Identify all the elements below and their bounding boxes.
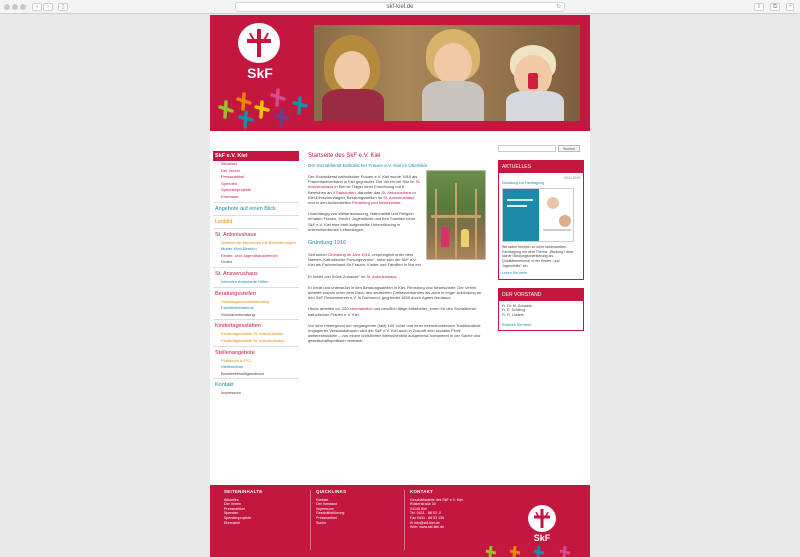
nav-link-wohnen[interactable]: Wohnen für Menschen mit Behinderungen	[221, 239, 296, 245]
nav-section-skf-kiel[interactable]: SkF e.V. Kiel	[213, 151, 299, 161]
nav-link-stellenboerse[interactable]: Stellenbörse	[221, 364, 244, 370]
link-antoniushaus-3[interactable]: St. Antoniushaus	[366, 273, 397, 279]
link-gruendung[interactable]: Gründung im Jahr 1916	[328, 252, 371, 258]
news-box-title: AKTUELLES	[499, 161, 583, 173]
left-navigation	[213, 151, 299, 397]
footer-contact-line: Fax 0431 - 88 53 136	[410, 515, 445, 520]
intro-paragraph: Der Sozialdienst katholischer Frauen e.V. Kiel wurde 1916 als Frauenfachverband in Kiel gegründet. Der Verein mit Sitz im St. Ansverushaus in Kiel ist Träger einer Einrichtung mit 6 Bereichen an 4 Standorten, darunter das St. Antoniushaus in Kiel-Elmschenhagen, Beratungsstellen im St. Ansverushaus und in den Außenstellen Flensburg und Neumünster.	[308, 174, 421, 206]
news-headline-link[interactable]: Einladung zur Fachtagung	[502, 180, 544, 185]
footer-link[interactable]: Presseartikel	[224, 506, 245, 511]
nav-link-aktuelles[interactable]: Aktuelles	[221, 161, 238, 166]
paragraph-zuhause: Er bietet „ein Stück Zuhause" im St. Antoniushaus.	[308, 273, 398, 279]
nav-link-intensive-hilfen[interactable]: Intensive Ambulante Hilfen	[221, 278, 269, 284]
nav-link-schwangerschaft[interactable]: Schwangerschaftsberatung	[221, 298, 270, 304]
nav-section-ansverushaus[interactable]: St. Ansverushaus	[215, 270, 258, 277]
nav-link-impressum[interactable]: Impressum	[221, 390, 241, 396]
reload-icon[interactable]: ↻	[555, 4, 561, 10]
footer-col-kontakt	[410, 490, 463, 530]
decorative-crosses-icon	[212, 85, 312, 131]
footer-logo-text: SkF	[533, 533, 551, 543]
page-title: Startseite des SkF e.V. Kiel	[308, 153, 381, 159]
paragraph-zukunft: Vor dem Hintergrund der vergangenen (fast) 100 Jahre und einer beeindruckenden Traditionslinie engagierter Vorstandsfrauen wird der SkF e.V. Kiel auch in Zukunft sein soziales Profil weiterentwickeln – von einem christlichen Menschenbild ausgehend, kompetent in der Sache und gesellschaftspolitisch hellwach.	[308, 322, 481, 344]
footer-heading: QUICKLINKS	[316, 489, 347, 494]
search-input[interactable]	[498, 145, 556, 152]
nav-link-mutter-kind[interactable]: Mutter-Kind-Bereich	[221, 246, 257, 252]
section-heading-gruendung: Gründung 1916	[308, 240, 347, 247]
nav-section-angebote[interactable]: Angebote auf einen Blick	[215, 205, 276, 212]
close-window-icon[interactable]	[4, 4, 10, 10]
nav-link-praktikum[interactable]: Praktikum & FSJ	[221, 357, 251, 363]
tabs-icon[interactable]: ⧉	[770, 3, 780, 11]
nav-link-ehrenamt[interactable]: Ehrenamt	[221, 193, 239, 199]
footer-col-quicklinks	[316, 490, 346, 525]
footer-link[interactable]: Kontakt	[316, 497, 329, 502]
nav-link-familienhebamme[interactable]: Familienhebamme	[221, 305, 254, 311]
event-flyer-image[interactable]	[502, 188, 574, 242]
main-content	[308, 153, 486, 344]
link-flensburg-neumuenster[interactable]: Flensburg und Neumünster	[352, 200, 401, 206]
minimize-window-icon[interactable]	[12, 4, 18, 10]
link-ehrenamtlich[interactable]: ehrenamtlich	[349, 306, 373, 312]
back-icon[interactable]: ‹	[32, 3, 42, 11]
nav-link-presseartikel[interactable]: Presseartikel	[221, 174, 245, 180]
board-box-title: DER VORSTAND	[499, 289, 583, 301]
footer-contact-line: Tel. 0431 - 88 53 -0	[410, 511, 441, 516]
footer-crosses-icon	[482, 545, 582, 557]
board-member: Fr. E. Schilling	[502, 308, 525, 313]
forward-icon[interactable]: ›	[43, 3, 53, 11]
paragraph-beratung: Er berät und unterstützt in den Beratungsstellen in Kiel, Flensburg und Neumünster. Der Verein arbeitet sowohl unter dem Dach des deutschen Caritasverbandes als auch in enger Anbindung an den SkF Gesamtverein e.V. in Dortmund, gegründet 1899 durch Agnes Neuhaus.	[308, 284, 482, 301]
zoom-window-icon[interactable]	[20, 4, 26, 10]
nav-link-orden[interactable]: Orden	[221, 259, 233, 265]
logo-text: SkF	[247, 65, 273, 81]
board-member: Fr. R. Linders	[502, 312, 524, 317]
nav-link-bfd[interactable]: Bundesfreiwilligendienst	[221, 370, 264, 376]
nav-link-spendenprojekte[interactable]: Spendenprojekte	[221, 187, 252, 193]
page-subtitle: Der Sozialdienst katholischer Frauen e.V. Kiel im Überblick	[308, 163, 428, 168]
nav-section-kitas[interactable]: Kindertagesstätten	[215, 323, 261, 330]
nav-link-spenden[interactable]: Spenden	[221, 180, 238, 186]
news-date: 30.01.2015	[564, 176, 580, 180]
nav-section-kontakt[interactable]: Kontakt	[215, 382, 234, 389]
paragraph-mitarbeiter: Heute arbeiten ca. 220 ehrenamtlich und beruflich tätige Mitarbeiter_innen für den Sozialdienst katholischer Frauen e.V. Kiel.	[308, 306, 476, 317]
board-more-link[interactable]: Erfahren Sie mehr	[502, 322, 532, 327]
search-button[interactable]: Suchen	[558, 145, 580, 152]
children-playground-photo	[426, 170, 486, 260]
header-photo-children	[314, 25, 580, 121]
footer-link[interactable]: Spenden	[224, 511, 239, 516]
footer-heading: KONTAKT	[410, 489, 434, 494]
footer-link[interactable]: Ehrenamt	[224, 520, 240, 525]
link-ansverushaus[interactable]: St. Ansverushaus	[308, 179, 421, 190]
link-standorten[interactable]: Standorten	[336, 189, 356, 195]
skf-logo-icon[interactable]	[238, 23, 280, 63]
footer-col-seiteninhalte	[224, 490, 262, 525]
footer-skf-logo-icon	[528, 505, 556, 532]
footer-contact-line: Rüsterstraße 30	[410, 502, 436, 507]
footer-email-link[interactable]: ✉ info@skf-kiel.de	[410, 520, 440, 525]
link-ansverushaus-2[interactable]: St. Ansverushaus	[383, 194, 415, 200]
footer-link[interactable]: Presseartikel	[316, 515, 337, 520]
search-form	[498, 145, 584, 152]
web-page	[210, 15, 590, 557]
nav-section-beratungsstellen[interactable]: Beratungsstellen	[215, 290, 256, 297]
footer-link[interactable]: Suche	[316, 520, 327, 525]
address-bar[interactable]	[235, 2, 565, 12]
paragraph-support: Unabhängig von Weltanschauung, Nationalität und Religion erhalten Frauen, Kinder, Jugendliche und ihre Familien beim SkF e.V. Kiel eine breit aufgestellte Unterstützung in unterschiedlichen Lebenslagen.	[308, 211, 415, 232]
browser-toolbar	[0, 0, 800, 14]
nav-section-stellenangebote[interactable]: Stellenangebote	[215, 349, 255, 356]
nav-link-kita-ansverushaus[interactable]: Kindertagesstätte St. Ansverushaus	[221, 337, 285, 343]
news-more-link[interactable]: Lesen Sie mehr	[502, 271, 528, 276]
share-icon[interactable]: ⇧	[754, 3, 764, 11]
board-member: Fr. Dr. M. Schaarle	[502, 303, 532, 308]
footer-link[interactable]: Der Verein	[224, 502, 241, 507]
nav-link-kinder-jugend[interactable]: Kinder- und Jugendhausbereich	[221, 252, 278, 258]
nav-section-leitbild[interactable]: Leitbild	[215, 218, 233, 225]
url-text: skf-kiel.de	[386, 4, 414, 10]
paragraph-gruendung: Seit seiner Gründung im Jahr 1916, ursprünglich unter dem Namen „Katholischer Fürsorgeverein", setzt sich der SkF e.V. Kiel als Fachverband für Frauen, Kinder und Familien in Not ein.	[308, 252, 422, 268]
footer-contact-line: Geschäftsstelle des SkF e.V. Kiel	[410, 497, 463, 502]
news-text: Wir laden herzlich zu einer landesweiten Fachtagung mit dem Thema: „Bindung? Aber sicher! Bindungsorientierung als Qualitätsmerkmal in der Kinder- und Jugendhilfe" ein.	[502, 245, 574, 268]
new-tab-icon[interactable]: +	[786, 3, 794, 11]
nav-section-antoniushaus[interactable]: St. Antoniushaus	[215, 231, 257, 238]
footer-heading: SEITENINHALTE	[224, 489, 263, 494]
site-footer	[210, 485, 590, 557]
sidebar-icon[interactable]: ▯	[58, 3, 68, 11]
footer-link[interactable]: Der Vorstand	[316, 502, 337, 507]
right-sidebar	[498, 145, 584, 331]
nav-link-schuldnerberatung[interactable]: Schuldnerberatung	[221, 311, 255, 317]
news-box	[498, 160, 584, 280]
board-box	[498, 288, 584, 331]
footer-link[interactable]: Aktuelles	[224, 497, 239, 502]
footer-web-link[interactable]: Web: www.skf-kiel.de	[410, 525, 445, 530]
footer-link[interactable]: Spendenprojekte	[224, 515, 252, 520]
nav-link-kita-antoniushaus[interactable]: Kindertagesstätte St. Antoniushaus	[221, 331, 284, 337]
footer-link[interactable]: Impressum	[316, 506, 334, 511]
footer-link[interactable]: Geschäftsführung	[316, 511, 345, 516]
footer-contact-line: 24145 Kiel	[410, 506, 427, 511]
link-antoniushaus[interactable]: St. Antoniushaus	[381, 189, 412, 195]
nav-link-verein[interactable]: Der Verein	[221, 167, 240, 173]
site-header	[210, 15, 590, 131]
